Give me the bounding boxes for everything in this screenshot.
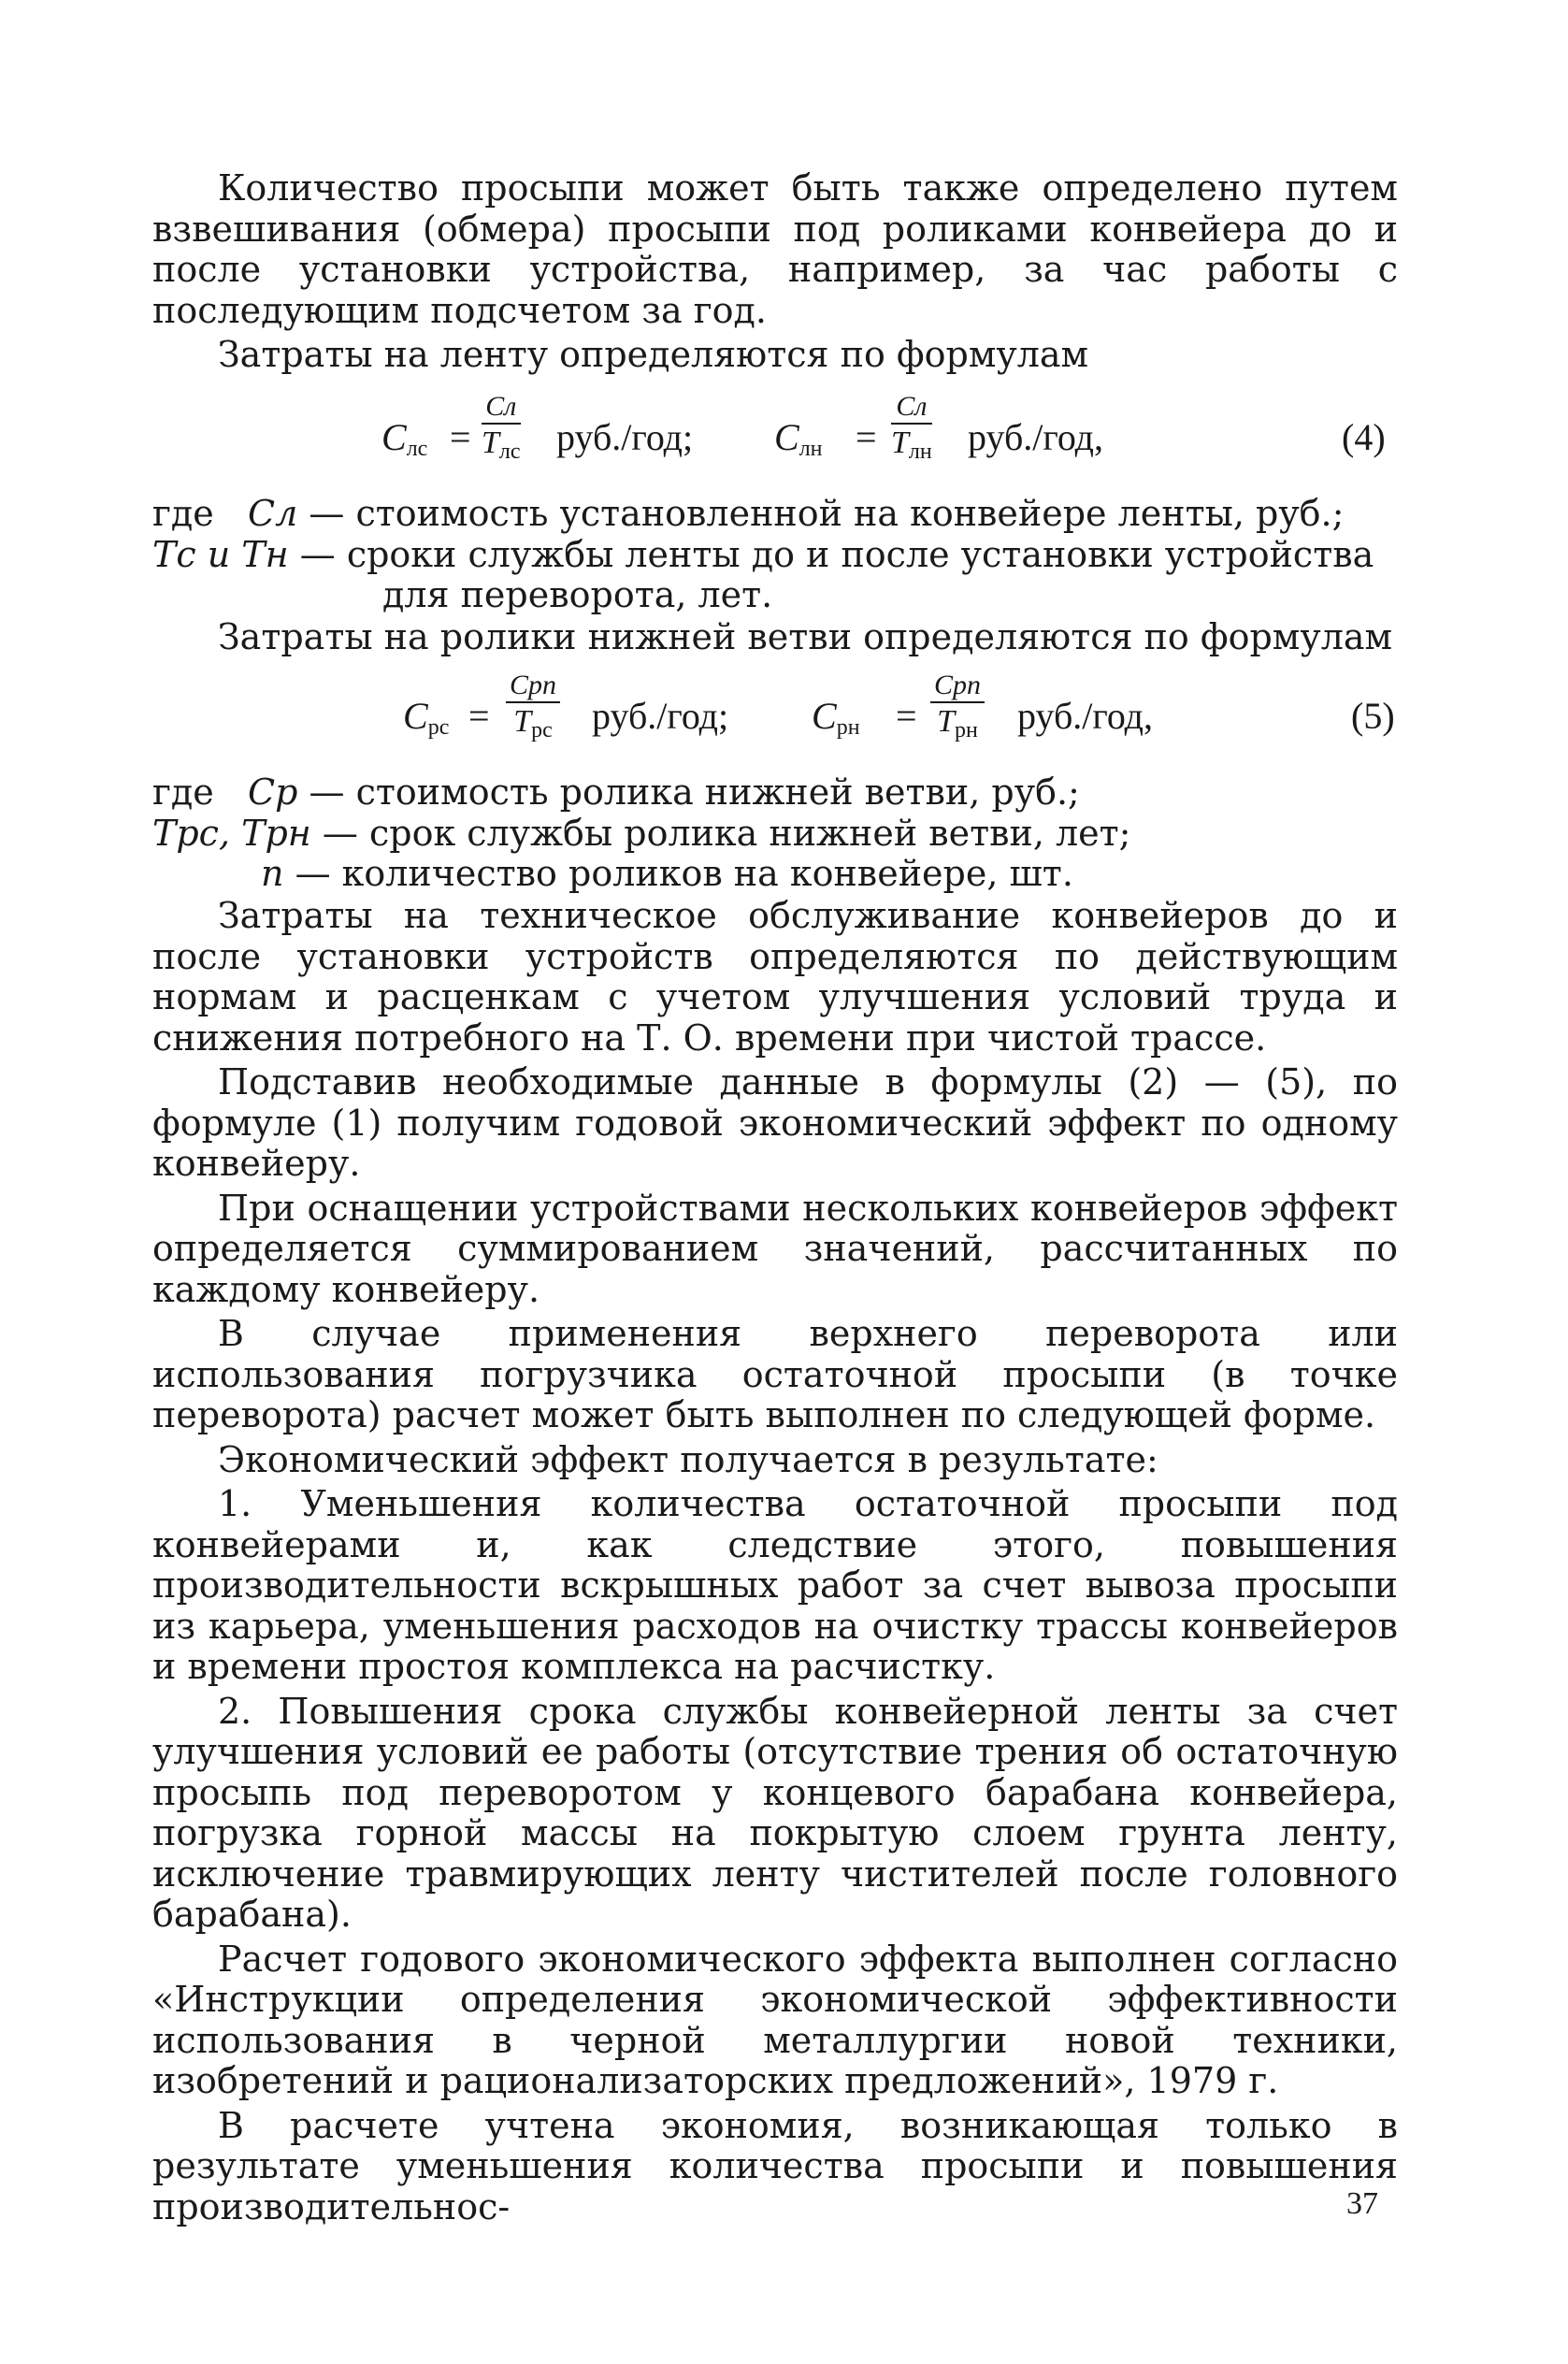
def-4-row-2: Tс и Tн — сроки службы ленты до и после установки устройства: [152, 533, 1374, 575]
paragraph-8: Экономический эффект получается в результате:: [218, 1438, 1158, 1480]
formula-4-eq2: =: [856, 416, 877, 458]
formula-4-unit2: руб./год,: [968, 416, 1104, 458]
text-block-2: [152, 617, 1398, 658]
formula-5-eq1: =: [468, 695, 490, 737]
paragraph-7: В случае применения верхнего переворота или использования погрузчика остаточной просыпи (в точке переворота) расчет может быть выполнен по следующей форме.: [152, 1313, 1398, 1435]
formula-5-eq2: =: [896, 695, 917, 737]
paragraph-12: В расчете учтена экономия, возникающая только в результате уменьшения количества просыпи и повышения производительнос-: [152, 2104, 1398, 2227]
formula-4-definitions: [152, 494, 1398, 616]
paragraph-4: Затраты на техническое обслуживание конвейеров до и после установки устройств определяются по действующим нормам и расценкам с учетом улучшения условий труда и снижения потребного на Т. О. времени при чистой трассе.: [152, 895, 1398, 1059]
formula-5-unit1: руб./год;: [592, 695, 729, 737]
formula-5-unit2: руб./год,: [1017, 695, 1154, 737]
formula-5-lhs1: $C_{рс}$: [403, 695, 450, 740]
def-4-row-1: где Cл — стоимость установленной на конвейере ленты, руб.;: [152, 493, 1345, 534]
def-5-row-2: Tрс, Tрн — срок службы ролика нижней ветви, лет;: [152, 812, 1131, 854]
paragraph-1: Количество просыпи может быть также определено путем взвешивания (обмера) просыпи под роликами конвейера до и после установки устройства, например, за час работы с последующим подсчетом за год.: [152, 167, 1398, 331]
paragraph-2: Затраты на ленту определяются по формулам: [218, 334, 1089, 375]
def-4-row-3: для переворота, лет.: [382, 574, 773, 615]
formula-4-number: (4): [1342, 416, 1386, 458]
formula-4-unit1: руб./год;: [556, 416, 694, 458]
formula-4-lhs2: $C_{лн}$: [774, 416, 823, 461]
paragraph-11: Расчет годового экономического эффекта выполнен согласно «Инструкции определения экономической эффективности использования в черной металлургии новой техники, изобретений и рационализаторских предложений», 1979 г.: [152, 1938, 1398, 2101]
formula-4-lhs1: $C_{лс}$: [381, 416, 428, 461]
def-5-row-1: где Cр — стоимость ролика нижней ветви, руб.;: [152, 771, 1080, 813]
formula-5-lhs2: $C_{рн}$: [812, 695, 860, 740]
formula-4-eq1: =: [450, 416, 471, 458]
formula-4-fraction-1: Cл $T_{лс}$: [482, 391, 521, 464]
formula-5-definitions: [152, 772, 1398, 895]
formula-5-fraction-2: Cрn $T_{рн}$: [930, 670, 985, 741]
formula-5: [152, 670, 1398, 763]
formula-4-fraction-2: Cл $T_{лн}$: [891, 391, 932, 464]
paragraph-10: 2. Повышения срока службы конвейерной ленты за счет улучшения условий ее работы (отсутствие трения об остаточную просыпь под переворотом у концевого барабана конвейера, погрузка горной массы на покрытую слоем грунта ленту, исключение травмирующих ленту чистителей после головного барабана).: [152, 1690, 1398, 1935]
paragraph-3: Затраты на ролики нижней ветви определяются по формулам: [218, 616, 1393, 657]
formula-5-number: (5): [1351, 695, 1395, 737]
paragraph-6: При оснащении устройствами нескольких конвейеров эффект определяется суммированием значений, рассчитанных по каждому конвейеру.: [152, 1187, 1398, 1310]
formula-5-fraction-1: Cрn $T_{рс}$: [506, 670, 560, 741]
formula-4: [152, 391, 1398, 484]
text-block-3: [152, 896, 1398, 2227]
text-block-1: [152, 168, 1398, 376]
page-number: 37: [1346, 2186, 1378, 2221]
paragraph-5: Подставив необходимые данные в формулы (2) — (5), по формуле (1) получим годовой экономический эффект по одному конвейеру.: [152, 1061, 1398, 1184]
def-5-row-3: n — количество роликов на конвейере, шт.: [261, 853, 1073, 894]
paragraph-9: 1. Уменьшения количества остаточной просыпи под конвейерами и, как следствие этого, повышения производительности вскрышных работ за счет вывоза просыпи из карьера, уменьшения расходов на очистку трассы конвейеров и времени простоя комплекса на расчистку.: [152, 1483, 1398, 1687]
